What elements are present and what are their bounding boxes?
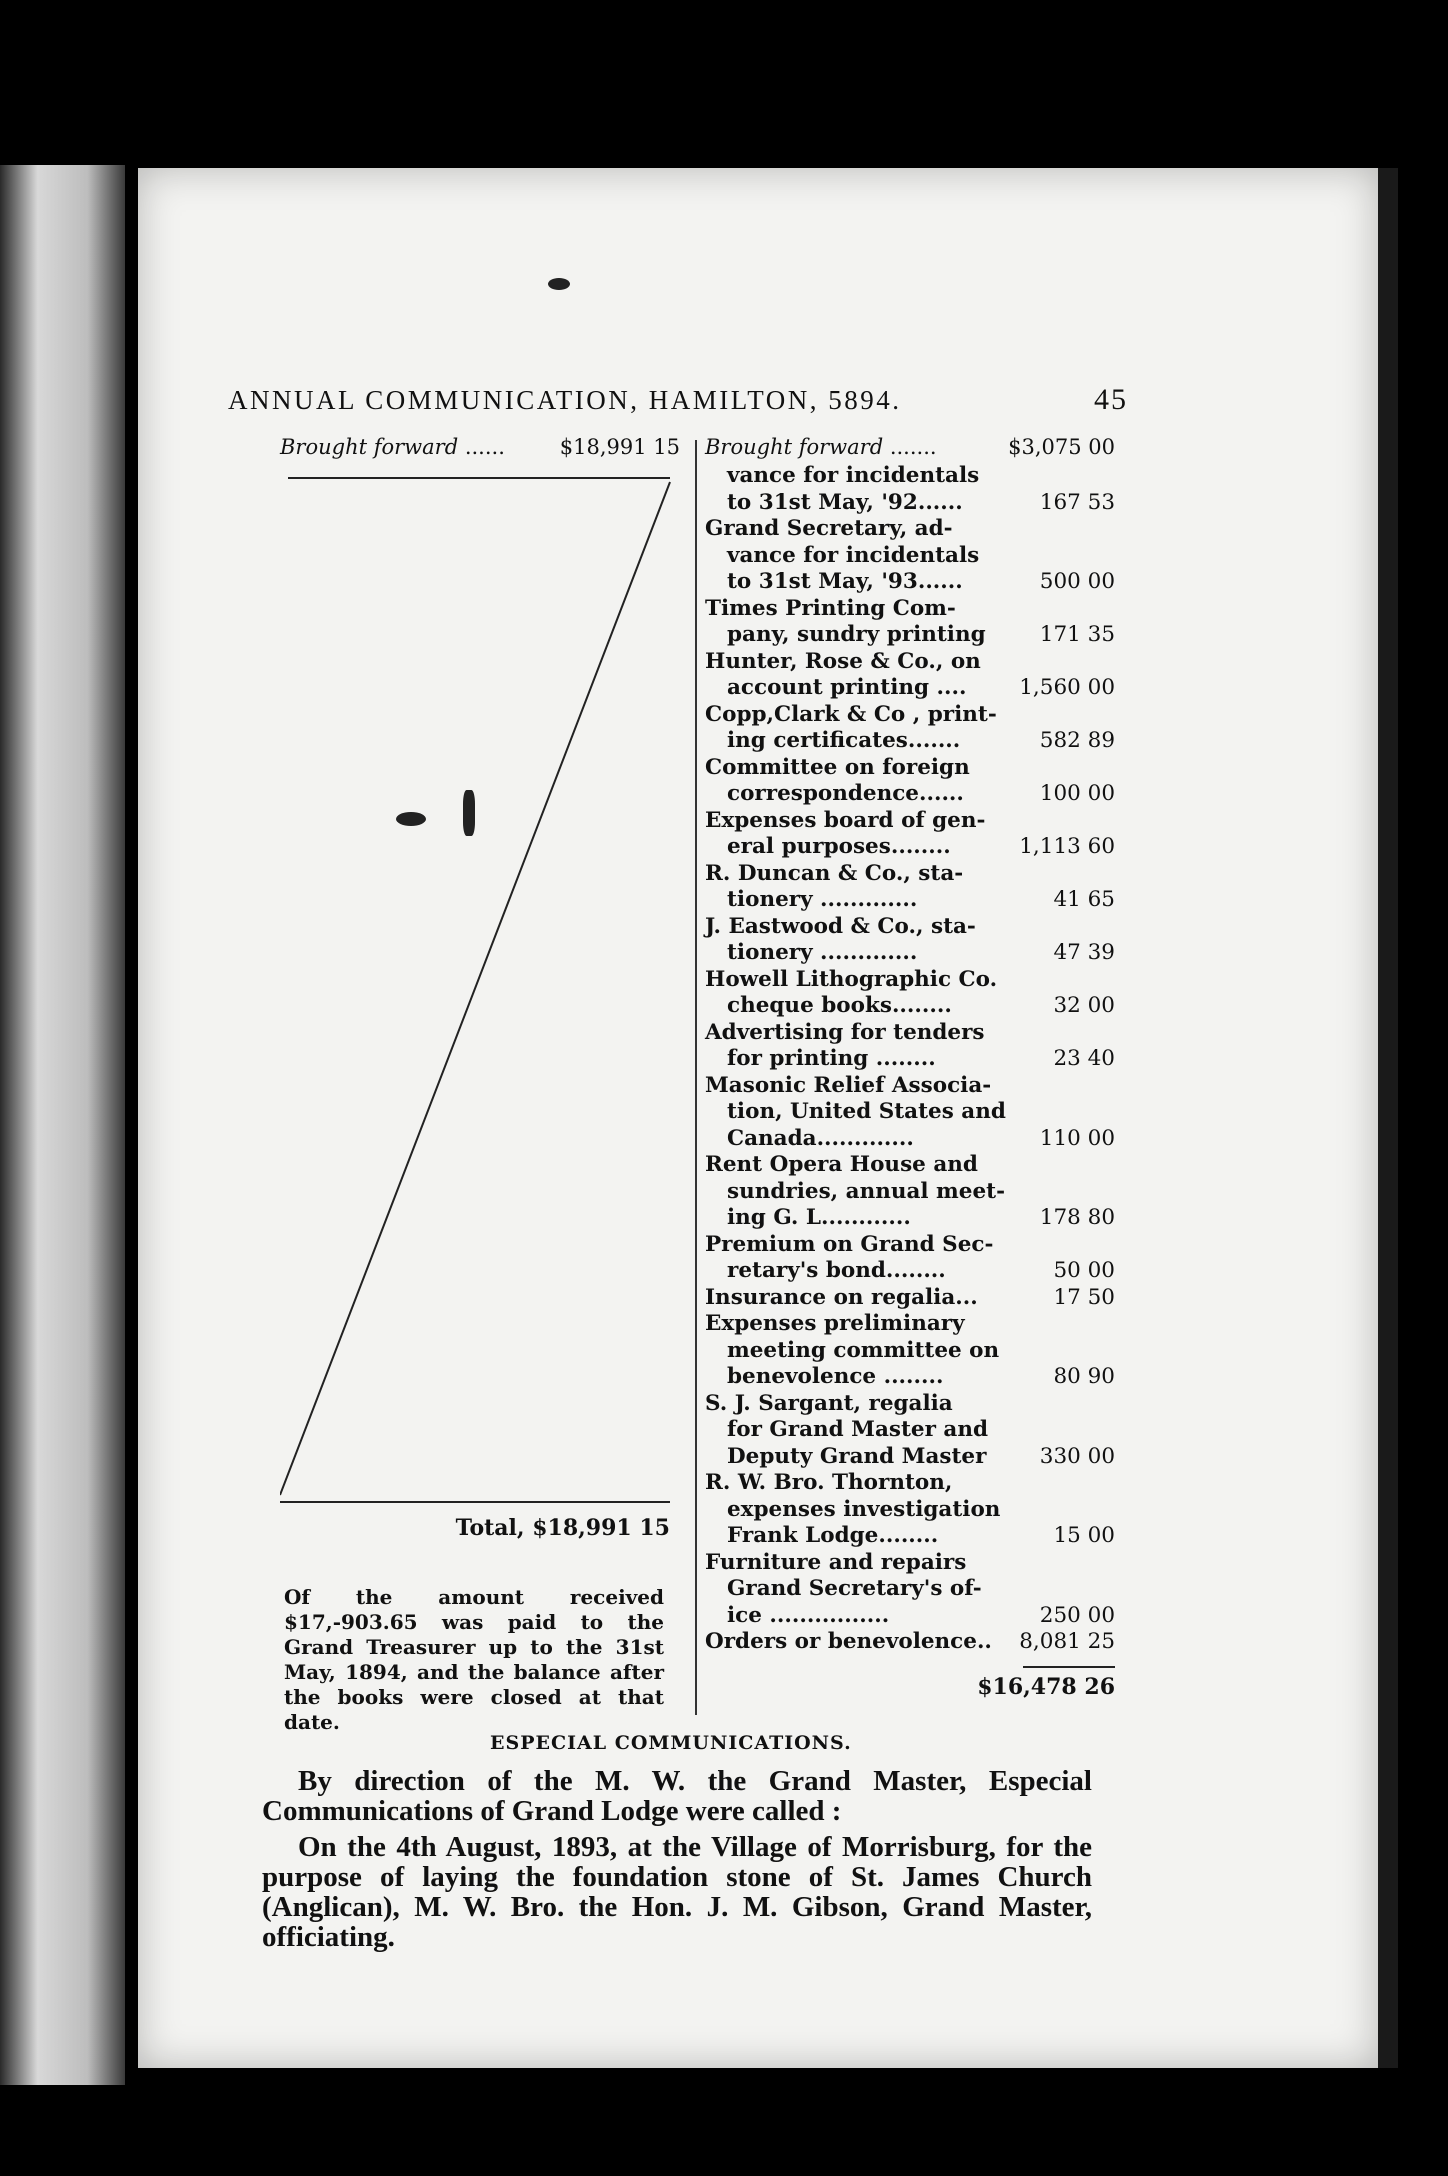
entry-line: cheque books........: [727, 993, 952, 1018]
entry-line: J. Eastwood & Co., sta-: [705, 913, 976, 939]
expenditure-entry: [705, 1629, 1115, 1656]
expenditures-total: $16,478 26: [977, 1673, 1115, 1700]
entry-line: retary's bond........: [727, 1258, 946, 1283]
expenditure-entry: [705, 649, 1115, 702]
page-binding-edge: [1378, 168, 1398, 2068]
section-heading: ESPECIAL COMMUNICATIONS.: [490, 1732, 852, 1754]
entry-amount: 23 40: [1053, 1046, 1115, 1071]
entry-line: Hunter, Rose & Co., on: [705, 648, 981, 674]
entry-amount: 171 35: [1039, 622, 1115, 647]
expenditure-entry: [705, 702, 1115, 755]
entry-amount: 50 00: [1053, 1258, 1115, 1283]
entry-line: Frank Lodge........: [727, 1523, 939, 1548]
adjacent-page-edge: [0, 165, 125, 2085]
entry-amount: 8,081 25: [1019, 1629, 1115, 1654]
entry-line: ing G. L............: [727, 1205, 911, 1230]
entry-line: tionery .............: [727, 940, 918, 965]
entry-amount: 47 39: [1053, 940, 1115, 965]
expenditure-entry: [705, 1152, 1115, 1232]
expenditure-entry: [705, 1285, 1115, 1312]
entry-amount: 110 00: [1039, 1125, 1115, 1151]
expenditure-entry: [705, 463, 1115, 516]
entry-amount: 80 90: [1053, 1364, 1115, 1389]
entry-amount: 17 50: [1053, 1284, 1115, 1310]
entry-amount: 500 00: [1039, 569, 1115, 594]
expenditure-entry: [705, 596, 1115, 649]
entry-line: Grand Secretary, ad-: [705, 516, 953, 541]
entry-line: ing certificates.......: [727, 728, 961, 753]
entry-line: Copp,Clark & Co , print-: [705, 701, 997, 727]
receipts-note: Of the amount received $17,-903.65 was paid to the Grand Treasurer up to the 31st May, 1894, and the balance after the books were closed at that date.: [284, 1585, 664, 1734]
entry-amount: 582 89: [1039, 728, 1115, 753]
entry-line: Howell Lithographic Co.: [705, 966, 998, 992]
brought-forward-label: Brought forward: [705, 435, 884, 459]
expenditure-entry: [705, 516, 1115, 596]
entry-line: Furniture and repairs: [705, 1549, 967, 1575]
brought-forward-right: [705, 435, 1115, 463]
entry-line: Committee on foreign: [705, 754, 970, 780]
entry-amount: 250 00: [1039, 1602, 1115, 1628]
cancel-diagonal-line: [280, 435, 680, 1535]
brought-forward-amount: $3,075 00: [1008, 435, 1115, 459]
entry-line: to 31st May, '93......: [727, 569, 963, 594]
entry-line: Orders or benevolence..: [705, 1629, 992, 1654]
entry-line: Expenses preliminary: [705, 1311, 965, 1336]
entry-line: Premium on Grand Sec-: [705, 1231, 994, 1257]
entry-line: vance for incidentals: [727, 463, 980, 488]
paragraph-direction: By direction of the M. W. the Grand Master, Especial Communications of Grand Lodge were called :: [262, 1765, 1092, 1827]
expenditure-entry: [705, 1550, 1115, 1630]
expenditure-entry: [705, 808, 1115, 861]
entry-line: S. J. Sargant, regalia: [705, 1390, 953, 1416]
entry-amount: 100 00: [1039, 781, 1115, 806]
expenditures-column: [705, 435, 1115, 1700]
expenditure-list: [705, 463, 1115, 1656]
entry-amount: 1,113 60: [1019, 834, 1115, 859]
receipts-column: [280, 435, 680, 1734]
entry-line: correspondence......: [727, 781, 964, 806]
entry-line: R. Duncan & Co., sta-: [705, 860, 964, 886]
entry-line: to 31st May, '92......: [727, 489, 963, 515]
header-title: ANNUAL COMMUNICATION, HAMILTON, 5894.: [228, 385, 902, 415]
entry-line: pany, sundry printing: [727, 622, 986, 647]
expenditure-entry: [705, 967, 1115, 1020]
expenditure-entry: [705, 1311, 1115, 1391]
entry-amount: 178 80: [1039, 1205, 1115, 1230]
entry-line: Insurance on regalia...: [705, 1284, 978, 1310]
entry-amount: 167 53: [1039, 489, 1115, 515]
ink-speck: [548, 278, 570, 290]
entry-amount: 41 65: [1053, 887, 1115, 912]
receipts-total: Total, $18,991 15: [455, 1515, 670, 1541]
entry-line: Rent Opera House and: [705, 1152, 978, 1177]
entry-line: vance for incidentals: [727, 542, 980, 568]
entry-line: Grand Secretary's of-: [727, 1576, 982, 1601]
entry-line: for printing ........: [727, 1046, 936, 1071]
page-number: 45: [1094, 383, 1128, 416]
expenditure-entry: [705, 1073, 1115, 1153]
entry-line: Canada.............: [727, 1125, 914, 1151]
entry-amount: 15 00: [1053, 1523, 1115, 1548]
entry-line: Times Printing Com-: [705, 595, 956, 621]
brought-forward-leader: ......: [458, 435, 505, 459]
entry-line: meeting committee on: [727, 1337, 1000, 1363]
entry-amount: 330 00: [1039, 1443, 1115, 1469]
entry-amount: 32 00: [1053, 993, 1115, 1018]
entry-line: Advertising for tenders: [705, 1019, 985, 1045]
expenditure-entry: [705, 1470, 1115, 1550]
brought-forward-amount: $18,991 15: [559, 435, 680, 459]
paragraph-morrisburg: On the 4th August, 1893, at the Village of Morrisburg, for the purpose of laying the foundation stone of St. James Church (Anglican), M. W. Bro. the Hon. J. M. Gibson, Grand Master, officiating.: [262, 1831, 1092, 1953]
entry-line: Deputy Grand Master: [727, 1443, 987, 1469]
entry-line: tionery .............: [727, 887, 918, 912]
brought-forward-label: Brought forward: [280, 435, 459, 459]
entry-line: expenses investigation: [727, 1496, 1001, 1522]
bottom-rule: [280, 1501, 670, 1503]
entry-line: R. W. Bro. Thornton,: [705, 1470, 953, 1495]
expenditure-entry: [705, 1391, 1115, 1471]
expenditure-entry: [705, 861, 1115, 914]
column-divider: [695, 440, 697, 1715]
entry-line: for Grand Master and: [727, 1417, 989, 1442]
entry-line: benevolence ........: [727, 1364, 944, 1389]
entry-line: tion, United States and: [727, 1099, 1006, 1124]
expenditure-entry: [705, 755, 1115, 808]
entry-line: account printing ....: [727, 675, 967, 700]
expenditure-entry: [705, 1020, 1115, 1073]
entry-line: Expenses board of gen-: [705, 807, 986, 833]
entry-line: sundries, annual meet-: [727, 1178, 1006, 1204]
running-header: [228, 383, 1128, 423]
brought-forward-leader: .......: [883, 435, 937, 459]
total-rule: [1023, 1666, 1115, 1668]
entry-line: eral purposes........: [727, 834, 951, 859]
expenditure-entry: [705, 914, 1115, 967]
entry-line: Masonic Relief Associa-: [705, 1072, 992, 1098]
expenditure-entry: [705, 1232, 1115, 1285]
entry-line: ice ................: [727, 1602, 890, 1628]
entry-amount: 1,560 00: [1019, 675, 1115, 700]
